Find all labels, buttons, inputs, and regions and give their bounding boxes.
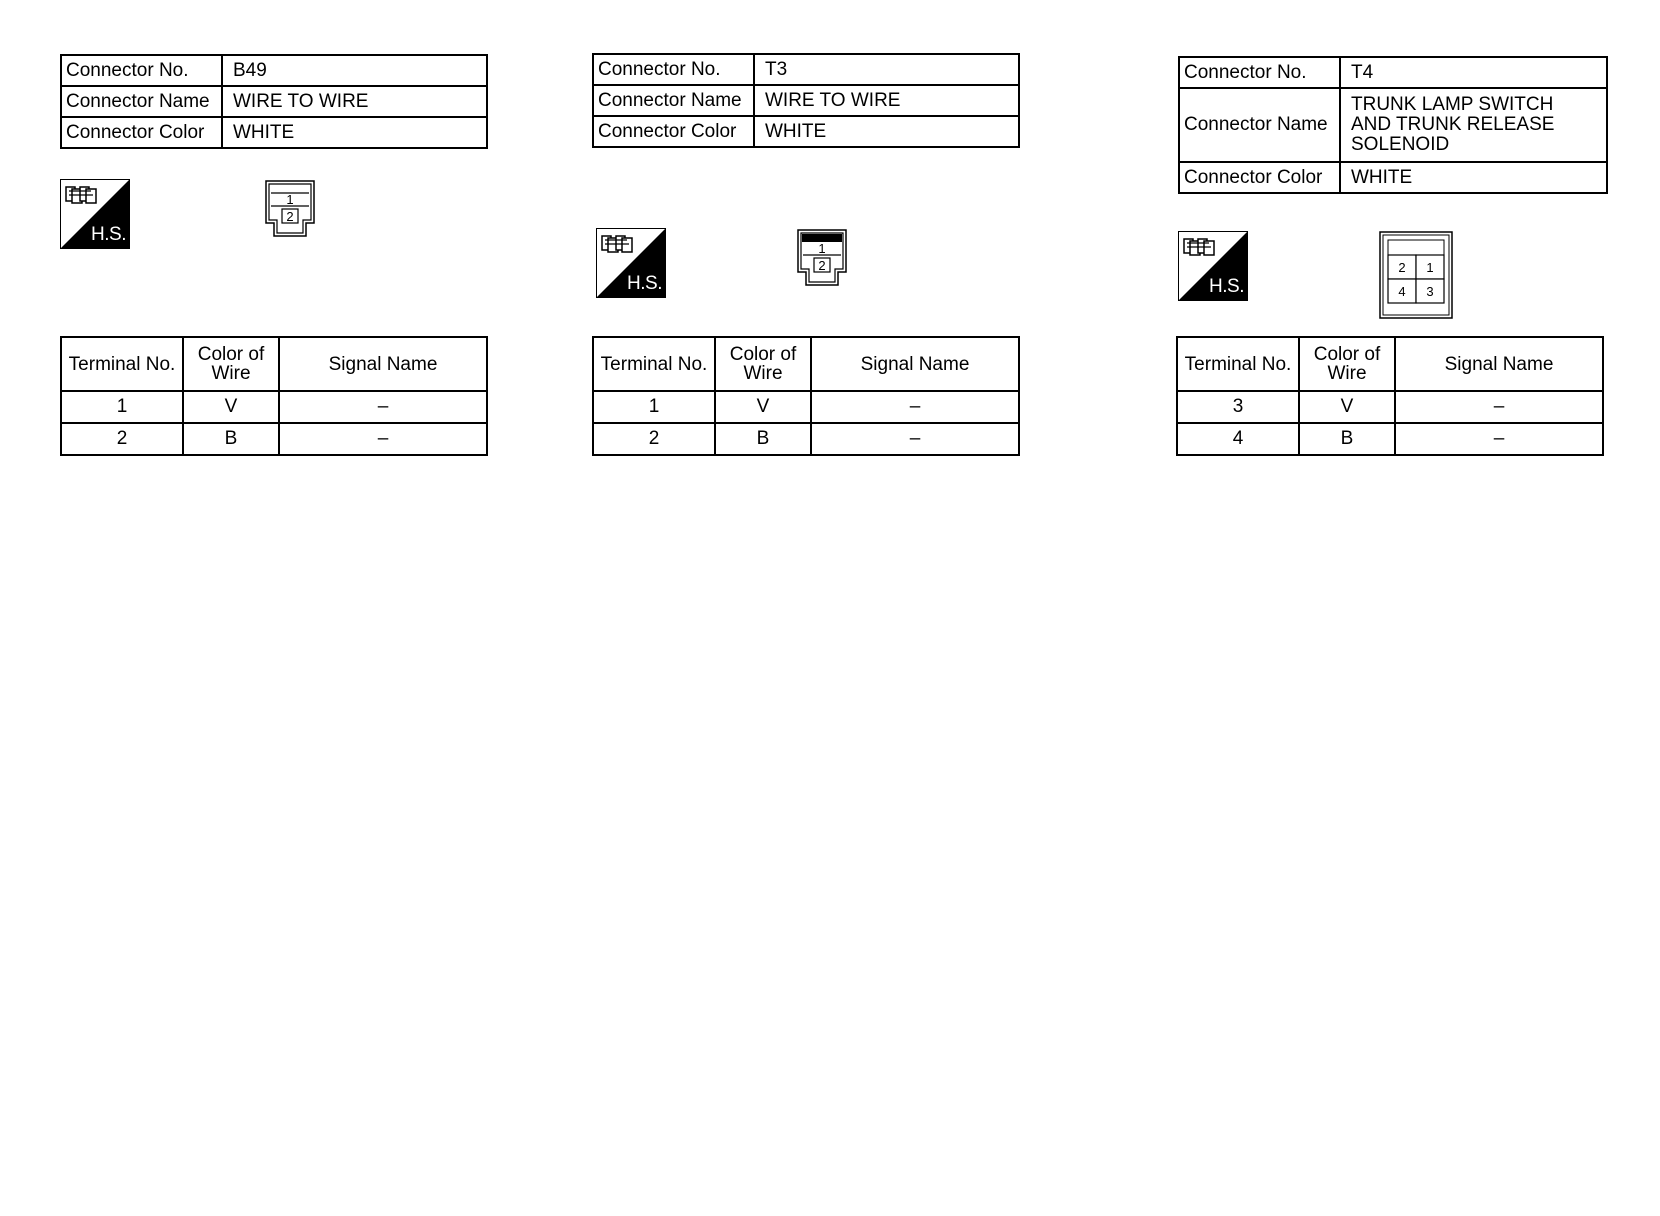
harness-side-icon: [596, 228, 666, 298]
terminal-table: [1176, 336, 1604, 456]
wire-color-cell: V: [183, 391, 279, 423]
terminal-no-cell: 1: [593, 391, 715, 423]
connector-panel-t4: [1178, 0, 1618, 480]
terminal-no-cell: 2: [593, 423, 715, 455]
pin-label: 1: [818, 241, 826, 256]
terminal-table: [592, 336, 1020, 456]
signal-name-header: Signal Name: [279, 337, 487, 391]
pin-label: 3: [1426, 284, 1434, 299]
wire-color-cell: V: [1299, 391, 1395, 423]
pin-label: 1: [1426, 260, 1434, 275]
signal-name-cell: –: [279, 391, 487, 423]
wire-color-header: Color of Wire: [183, 337, 279, 391]
terminal-no-header: Terminal No.: [593, 337, 715, 391]
connector-panel-t3: [592, 0, 1032, 480]
harness-side-icon: [1178, 231, 1248, 301]
signal-name-cell: –: [1395, 391, 1603, 423]
pin-label: 2: [818, 258, 826, 273]
terminal-no-cell: 3: [1177, 391, 1299, 423]
connector-info-table: [592, 53, 1020, 148]
connector-color-value: WHITE: [754, 116, 1019, 147]
connector-no-label: Connector No.: [593, 54, 754, 85]
connector-color-value: WHITE: [1340, 162, 1607, 193]
connector-name-label: Connector Name: [1179, 88, 1340, 162]
pin-label: 4: [1398, 284, 1406, 299]
table-row: [1177, 391, 1603, 423]
two-pin-connector-icon: [796, 228, 848, 288]
terminal-no-cell: 2: [61, 423, 183, 455]
hs-label: H.S.: [1209, 276, 1244, 297]
table-row: [593, 423, 1019, 455]
terminal-no-header: Terminal No.: [1177, 337, 1299, 391]
terminal-table: [60, 336, 488, 456]
connector-color-value: WHITE: [222, 117, 487, 148]
signal-name-header: Signal Name: [811, 337, 1019, 391]
connector-no-value: T4: [1340, 57, 1607, 88]
connector-name-value: WIRE TO WIRE: [754, 85, 1019, 116]
signal-name-cell: –: [1395, 423, 1603, 455]
pin-label: 1: [286, 192, 294, 207]
wire-color-cell: V: [715, 391, 811, 423]
connector-name-label: Connector Name: [593, 85, 754, 116]
table-row: [1177, 423, 1603, 455]
hs-label: H.S.: [91, 224, 126, 245]
table-row: [61, 391, 487, 423]
terminal-no-cell: 1: [61, 391, 183, 423]
connector-no-label: Connector No.: [61, 55, 222, 86]
wire-color-cell: B: [1299, 423, 1395, 455]
signal-name-cell: –: [811, 423, 1019, 455]
signal-name-cell: –: [811, 391, 1019, 423]
connector-name-value: TRUNK LAMP SWITCH AND TRUNK RELEASE SOLENOID: [1340, 88, 1607, 162]
connector-no-value: T3: [754, 54, 1019, 85]
connector-no-value: B49: [222, 55, 487, 86]
harness-side-icon: [60, 179, 130, 249]
connector-name-value: WIRE TO WIRE: [222, 86, 487, 117]
two-pin-connector-icon: [264, 179, 316, 239]
pin-label: 2: [1398, 260, 1406, 275]
connector-color-label: Connector Color: [1179, 162, 1340, 193]
connector-name-label: Connector Name: [61, 86, 222, 117]
wire-color-cell: B: [183, 423, 279, 455]
hs-label: H.S.: [627, 273, 662, 294]
wire-color-header: Color of Wire: [715, 337, 811, 391]
connector-panel-b49: [60, 0, 500, 480]
table-row: [593, 391, 1019, 423]
wire-color-cell: B: [715, 423, 811, 455]
connector-color-label: Connector Color: [593, 116, 754, 147]
signal-name-cell: –: [279, 423, 487, 455]
terminal-no-cell: 4: [1177, 423, 1299, 455]
connector-info-table: [1178, 56, 1608, 194]
wire-color-header: Color of Wire: [1299, 337, 1395, 391]
pin-label: 2: [286, 209, 294, 224]
connector-no-label: Connector No.: [1179, 57, 1340, 88]
table-row: [61, 423, 487, 455]
connector-color-label: Connector Color: [61, 117, 222, 148]
four-pin-connector-icon: [1378, 230, 1454, 320]
signal-name-header: Signal Name: [1395, 337, 1603, 391]
terminal-no-header: Terminal No.: [61, 337, 183, 391]
connector-info-table: [60, 54, 488, 149]
